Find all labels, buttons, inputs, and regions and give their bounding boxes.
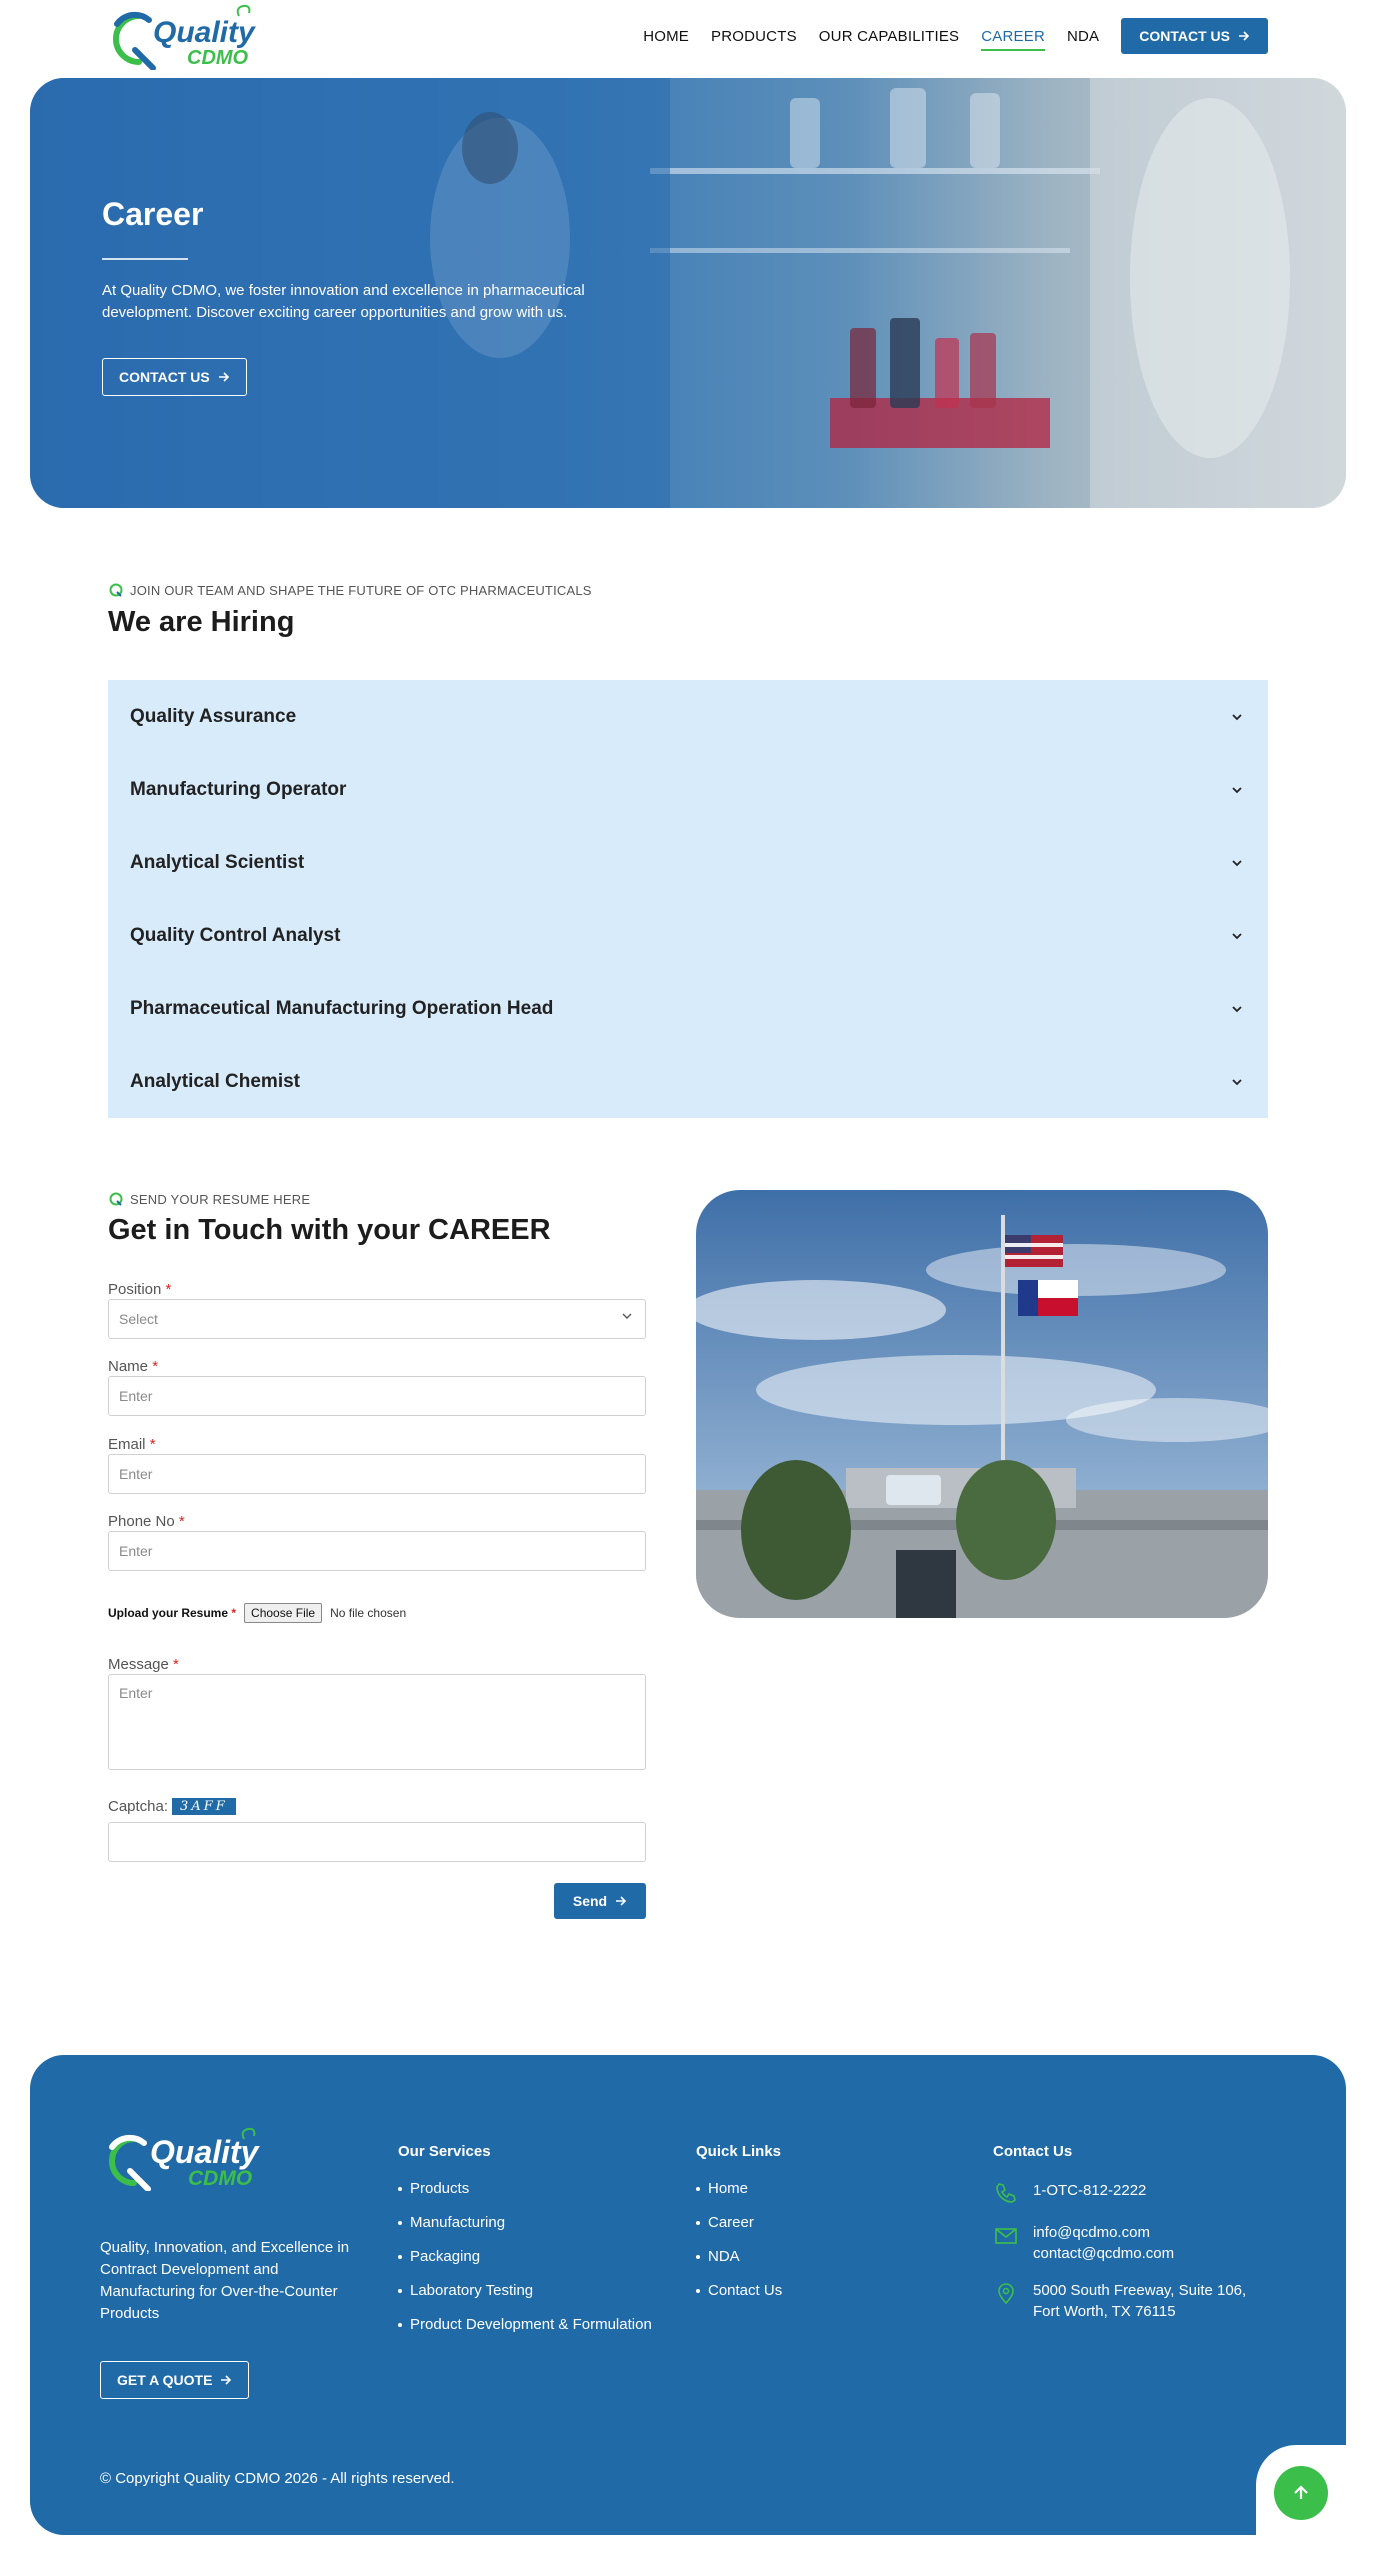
q-logo-icon: [108, 1191, 124, 1207]
footer-link-packaging[interactable]: Packaging: [398, 2248, 652, 2265]
main-nav: [621, 18, 1268, 54]
contact-address: [993, 2280, 1246, 2322]
contact-phone-text: 1-OTC-812-2222: [1033, 2182, 1147, 2199]
svg-text:Quality: Quality: [153, 16, 255, 49]
position-title: Manufacturing Operator: [130, 778, 347, 800]
footer-link-contact[interactable]: Contact Us: [696, 2282, 782, 2299]
phone-placeholder: Enter: [119, 1543, 153, 1559]
get-quote-button[interactable]: [100, 2361, 249, 2399]
position-item[interactable]: [108, 753, 1268, 826]
hero-description: At Quality CDMO, we foster innovation and excellence in pharmaceutical development. Discover exciting career opportunities and grow with us.: [102, 282, 585, 321]
position-item[interactable]: [108, 1045, 1268, 1118]
contact-us-label: CONTACT US: [1139, 28, 1230, 44]
position-label: Position *: [108, 1281, 172, 1298]
contact-address-2: Fort Worth, TX 76115: [1033, 2303, 1176, 2320]
chevron-down-icon: [1230, 856, 1244, 870]
building-flag-photo: [696, 1190, 1268, 1618]
svg-text:CDMO: CDMO: [187, 47, 249, 69]
position-select[interactable]: [108, 1299, 646, 1339]
form-eyebrow: [108, 1191, 310, 1207]
footer-link-products[interactable]: Products: [398, 2180, 652, 2197]
hiring-eyebrow-text: JOIN OUR TEAM AND SHAPE THE FUTURE OF OTC PHARMACEUTICALS: [130, 582, 592, 598]
name-placeholder: Enter: [119, 1388, 153, 1404]
chevron-down-icon: [621, 1310, 633, 1322]
position-title: Quality Assurance: [130, 705, 297, 727]
position-title: Analytical Chemist: [130, 1070, 300, 1092]
footer-tagline: Quality, Innovation, and Excellence in Contract Development and Manufacturing for Over-the-Counter Products: [100, 2239, 350, 2322]
footer-link-product-development[interactable]: Product Development & Formulation: [398, 2316, 652, 2333]
position-item[interactable]: [108, 680, 1268, 753]
form-title: Get in Touch with your CAREER: [108, 1214, 551, 1246]
footer-link-home[interactable]: Home: [696, 2180, 782, 2197]
get-quote-label: GET A QUOTE: [117, 2372, 213, 2388]
positions-accordion: [108, 680, 1268, 1118]
name-field[interactable]: [108, 1376, 646, 1416]
choose-file-button[interactable]: Choose File: [244, 1603, 322, 1623]
nav-nda[interactable]: NDA: [1066, 27, 1100, 45]
position-item[interactable]: [108, 899, 1268, 972]
captcha-code: 3AFF: [172, 1798, 236, 1815]
chevron-down-icon: [1230, 783, 1244, 797]
chevron-down-icon: [1230, 1075, 1244, 1089]
footer-link-manufacturing[interactable]: Manufacturing: [398, 2214, 652, 2231]
email-label: Email *: [108, 1436, 156, 1453]
title-divider: [102, 258, 188, 260]
position-title: Pharmaceutical Manufacturing Operation Head: [130, 997, 554, 1019]
arrow-right-icon: [218, 371, 230, 383]
phone-field[interactable]: [108, 1531, 646, 1571]
footer-link-career[interactable]: Career: [696, 2214, 782, 2231]
phone-label: Phone No *: [108, 1513, 185, 1530]
message-textarea[interactable]: [108, 1674, 646, 1770]
resume-label: Upload your Resume *: [108, 1606, 237, 1620]
page-title: Career: [102, 196, 204, 232]
svg-text:Quality: Quality: [150, 2134, 259, 2170]
location-pin-icon: [993, 2280, 1019, 2306]
position-item[interactable]: [108, 972, 1268, 1045]
nav-career[interactable]: CAREER: [981, 27, 1045, 45]
position-item[interactable]: [108, 826, 1268, 899]
contact-email[interactable]: [993, 2222, 1246, 2264]
contact-email-1: info@qcdmo.com: [1033, 2224, 1150, 2241]
arrow-right-icon: [1238, 30, 1250, 42]
hiring-title: We are Hiring: [108, 606, 295, 638]
captcha-input[interactable]: [108, 1822, 646, 1862]
contact-address-1: 5000 South Freeway, Suite 106,: [1033, 2282, 1247, 2299]
email-field[interactable]: [108, 1454, 646, 1494]
nav-capabilities[interactable]: OUR CAPABILITIES: [818, 27, 960, 45]
position-title: Analytical Scientist: [130, 851, 305, 873]
contact-us-button[interactable]: [1121, 18, 1268, 54]
footer-contact: [993, 2143, 1246, 2338]
site-footer: [30, 2055, 1346, 2535]
hero-contact-label: CONTACT US: [119, 369, 210, 385]
nav-products[interactable]: PRODUCTS: [711, 27, 797, 45]
form-eyebrow-text: SEND YOUR RESUME HERE: [130, 1191, 311, 1207]
quality-cdmo-logo[interactable]: [100, 2127, 285, 2191]
quick-links-heading: Quick Links: [696, 2143, 782, 2160]
captcha-label: Captcha: 3AFF: [108, 1798, 236, 1815]
chevron-down-icon: [1230, 929, 1244, 943]
send-label: Send: [572, 1893, 608, 1909]
footer-quick-links: [696, 2143, 782, 2316]
arrow-up-icon: [1291, 2483, 1311, 2503]
resume-upload: [108, 1603, 406, 1623]
quality-cdmo-logo[interactable]: [105, 4, 275, 70]
chevron-down-icon: [1230, 710, 1244, 724]
message-label: Message *: [108, 1656, 179, 1673]
hero-banner: [30, 78, 1346, 508]
contact-email-2: contact@qcdmo.com: [1033, 2245, 1175, 2262]
phone-icon: [993, 2180, 1019, 2206]
mail-icon: [993, 2222, 1019, 2248]
site-header: [0, 0, 1377, 72]
svg-text:CDMO: CDMO: [188, 2167, 253, 2190]
file-status: No file chosen: [330, 1606, 407, 1620]
footer-link-nda[interactable]: NDA: [696, 2248, 782, 2265]
hiring-eyebrow: [108, 582, 592, 598]
email-placeholder: Enter: [119, 1466, 153, 1482]
hero-contact-button[interactable]: [102, 358, 247, 396]
position-select-value: Select: [119, 1311, 158, 1327]
nav-home[interactable]: HOME: [643, 27, 690, 45]
position-title: Quality Control Analyst: [130, 924, 341, 946]
scroll-to-top-button[interactable]: [1274, 2466, 1328, 2520]
footer-link-laboratory-testing[interactable]: Laboratory Testing: [398, 2282, 652, 2299]
message-placeholder: Enter: [119, 1685, 153, 1701]
contact-phone[interactable]: [993, 2180, 1246, 2206]
footer-services: [398, 2143, 652, 2350]
q-logo-icon: [108, 582, 124, 598]
services-heading: Our Services: [398, 2143, 491, 2160]
arrow-right-icon: [615, 1895, 627, 1907]
chevron-down-icon: [1230, 1002, 1244, 1016]
copyright-text: © Copyright Quality CDMO 2026 - All rights reserved.: [100, 2470, 455, 2487]
name-label: Name *: [108, 1358, 159, 1375]
contact-heading: Contact Us: [993, 2143, 1073, 2160]
arrow-right-icon: [220, 2374, 232, 2386]
send-button[interactable]: [554, 1883, 646, 1919]
